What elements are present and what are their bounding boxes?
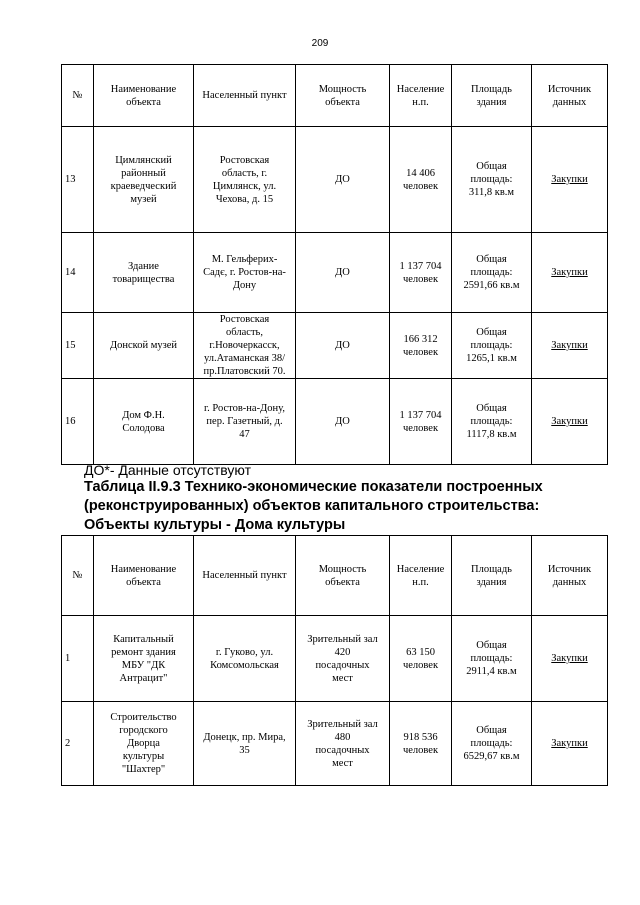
object-capacity: ДО	[296, 379, 390, 465]
object-name: Дом Ф.Н. Солодова	[94, 379, 194, 465]
table-row	[62, 616, 608, 702]
object-location: М. Гельферих- Садє, г. Ростов-на- Дону	[194, 233, 296, 313]
row-number: 2	[62, 702, 94, 786]
museums-table	[61, 64, 608, 465]
header-location: Населенный пункт	[194, 65, 296, 127]
object-area: Общая площадь: 1117,8 кв.м	[452, 379, 532, 465]
object-location: Донецк, пр. Мира, 35	[194, 702, 296, 786]
object-location: Ростовская область, г. Цимлянск, ул. Чехова, д. 15	[194, 127, 296, 233]
header-name: Наименование объекта	[94, 536, 194, 616]
object-area: Общая площадь: 2911,4 кв.м	[452, 616, 532, 702]
header-area: Площадь здания	[452, 65, 532, 127]
source-link-text[interactable]: Закупки	[551, 174, 588, 185]
object-population: 1 137 704 человек	[390, 379, 452, 465]
row-number: 16	[62, 379, 94, 465]
object-location: г. Ростов-на-Дону, пер. Газетный, д. 47	[194, 379, 296, 465]
source-link[interactable]	[532, 616, 608, 702]
header-number: №	[62, 65, 94, 127]
source-link[interactable]	[532, 127, 608, 233]
header-source: Источник данных	[532, 536, 608, 616]
object-location: г. Гуково, ул. Комсомольская	[194, 616, 296, 702]
row-number: 13	[62, 127, 94, 233]
source-link[interactable]	[532, 313, 608, 379]
object-name: Донской музей	[94, 313, 194, 379]
object-population: 63 150 человек	[390, 616, 452, 702]
table-header-row	[62, 65, 608, 127]
source-link-text[interactable]: Закупки	[551, 340, 588, 351]
table-row	[62, 702, 608, 786]
object-area: Общая площадь: 6529,67 кв.м	[452, 702, 532, 786]
object-capacity: Зрительный зал 480 посадочных мест	[296, 702, 390, 786]
object-name: Капитальный ремонт здания МБУ "ДК Антрацит"	[94, 616, 194, 702]
header-source: Источник данных	[532, 65, 608, 127]
object-name: Цимлянский районный краеведческий музей	[94, 127, 194, 233]
table-caption: Таблица II.9.3 Технико-экономические показатели построенных (реконструированных) объектов капитального строительства: Объекты культуры - Дома культуры	[84, 479, 543, 533]
table-header-row	[62, 536, 608, 616]
source-link-text[interactable]: Закупки	[551, 416, 588, 427]
table-row	[62, 313, 608, 379]
object-capacity: Зрительный зал 420 посадочных мест	[296, 616, 390, 702]
row-number: 1	[62, 616, 94, 702]
row-number: 14	[62, 233, 94, 313]
header-name: Наименование объекта	[94, 65, 194, 127]
source-link-text[interactable]: Закупки	[551, 738, 588, 749]
header-population: Население н.п.	[390, 536, 452, 616]
object-capacity: ДО	[296, 127, 390, 233]
object-name: Строительство городского Дворца культуры "Шахтер"	[94, 702, 194, 786]
table-row	[62, 379, 608, 465]
object-population: 14 406 человек	[390, 127, 452, 233]
object-population: 1 137 704 человек	[390, 233, 452, 313]
object-capacity: ДО	[296, 313, 390, 379]
header-area: Площадь здания	[452, 536, 532, 616]
table-row	[62, 233, 608, 313]
object-capacity: ДО	[296, 233, 390, 313]
object-area: Общая площадь: 1265,1 кв.м	[452, 313, 532, 379]
source-link-text[interactable]: Закупки	[551, 267, 588, 278]
object-population: 166 312 человек	[390, 313, 452, 379]
source-link[interactable]	[532, 702, 608, 786]
header-number: №	[62, 536, 94, 616]
page-number: 209	[311, 38, 329, 49]
header-population: Население н.п.	[390, 65, 452, 127]
object-area: Общая площадь: 311,8 кв.м	[452, 127, 532, 233]
object-location: Ростовская область, г.Новочеркасск, ул.Атаманская 38/ пр.Платовский 70.	[194, 313, 296, 379]
row-number: 15	[62, 313, 94, 379]
header-capacity: Мощность объекта	[296, 536, 390, 616]
header-location: Населенный пункт	[194, 536, 296, 616]
object-area: Общая площадь: 2591,66 кв.м	[452, 233, 532, 313]
object-population: 918 536 человек	[390, 702, 452, 786]
culture-houses-table	[61, 535, 608, 786]
source-link[interactable]	[532, 379, 608, 465]
header-capacity: Мощность объекта	[296, 65, 390, 127]
source-link[interactable]	[532, 233, 608, 313]
table-row	[62, 127, 608, 233]
source-link-text[interactable]: Закупки	[551, 653, 588, 664]
missing-data-note: ДО*- Данные отсутствуют	[84, 462, 251, 478]
object-name: Здание товарищества	[94, 233, 194, 313]
